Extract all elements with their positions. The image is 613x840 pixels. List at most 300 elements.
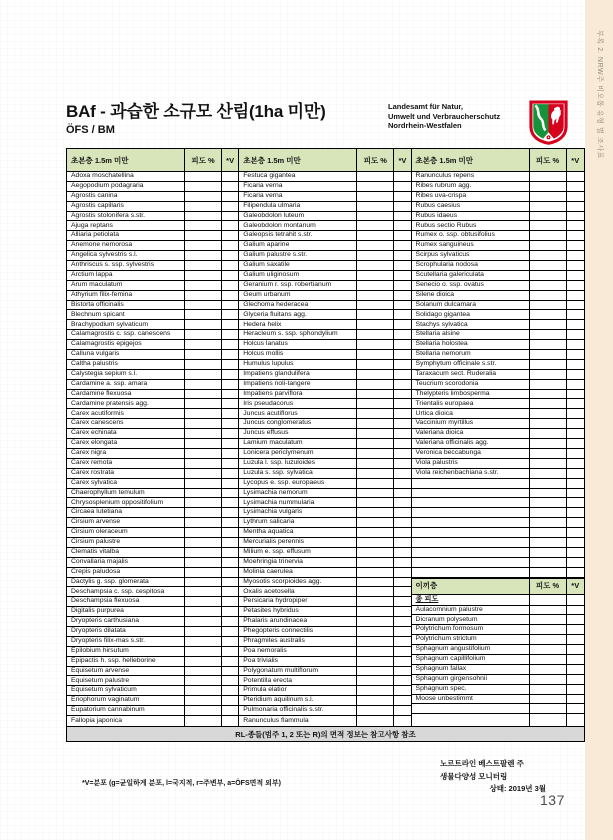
v-value-cell[interactable]: [394, 568, 410, 577]
cover-value-cell[interactable]: [530, 538, 567, 547]
v-value-cell[interactable]: [222, 261, 238, 270]
v-value-cell[interactable]: [222, 202, 238, 211]
species-name-blank[interactable]: [412, 568, 530, 577]
cover-value-cell[interactable]: [185, 172, 222, 181]
cover-value-cell[interactable]: [357, 439, 394, 448]
species-name-blank[interactable]: [412, 498, 530, 507]
cover-value-cell[interactable]: [185, 568, 222, 577]
cover-value-cell[interactable]: [530, 645, 567, 654]
v-value-cell[interactable]: [567, 271, 584, 280]
v-value-cell[interactable]: [394, 528, 410, 537]
cover-value-cell[interactable]: [185, 706, 222, 715]
v-value-cell[interactable]: [222, 449, 238, 458]
cover-value-cell[interactable]: [185, 291, 222, 300]
cover-value-cell[interactable]: [530, 695, 567, 704]
cover-value-cell[interactable]: [530, 625, 567, 634]
cover-value-cell[interactable]: [185, 597, 222, 606]
v-value-cell[interactable]: [222, 459, 238, 468]
cover-value-cell[interactable]: [530, 479, 567, 488]
cover-value-cell[interactable]: [357, 597, 394, 606]
v-value-cell[interactable]: [394, 627, 410, 636]
cover-value-cell[interactable]: [185, 667, 222, 676]
v-value-cell[interactable]: [567, 261, 584, 270]
cover-value-cell[interactable]: [530, 202, 567, 211]
v-value-cell[interactable]: [394, 578, 410, 587]
v-value-cell[interactable]: [222, 172, 238, 181]
cover-value-cell[interactable]: [357, 498, 394, 507]
cover-value-cell[interactable]: [530, 655, 567, 664]
cover-value-cell[interactable]: [357, 330, 394, 339]
cover-value-cell[interactable]: [185, 409, 222, 418]
v-value-cell[interactable]: [394, 360, 410, 369]
cover-value-cell[interactable]: [530, 182, 567, 191]
v-value-cell[interactable]: [222, 182, 238, 191]
v-value-cell[interactable]: [567, 704, 584, 713]
v-value-cell[interactable]: [567, 568, 584, 577]
cover-value-cell[interactable]: [530, 390, 567, 399]
v-value-cell[interactable]: [394, 291, 410, 300]
v-value-cell[interactable]: [394, 251, 410, 260]
v-value-cell[interactable]: [567, 489, 584, 498]
v-value-cell[interactable]: [567, 241, 584, 250]
v-value-cell[interactable]: [222, 281, 238, 290]
cover-value-cell[interactable]: [530, 508, 567, 517]
v-value-cell[interactable]: [222, 399, 238, 408]
cover-value-cell[interactable]: [185, 419, 222, 428]
v-value-cell[interactable]: [567, 625, 584, 634]
cover-value-cell[interactable]: [357, 241, 394, 250]
cover-value-cell[interactable]: [357, 706, 394, 715]
cover-value-cell[interactable]: [357, 399, 394, 408]
v-value-cell[interactable]: [567, 291, 584, 300]
v-value-cell[interactable]: [222, 528, 238, 537]
cover-value-cell[interactable]: [185, 202, 222, 211]
cover-value-cell[interactable]: [357, 192, 394, 201]
v-value-cell[interactable]: [222, 587, 238, 596]
v-value-cell[interactable]: [567, 340, 584, 349]
v-value-cell[interactable]: [222, 578, 238, 587]
v-value-cell[interactable]: [394, 241, 410, 250]
cover-value-cell[interactable]: [185, 459, 222, 468]
cover-value-cell[interactable]: [530, 675, 567, 684]
v-value-cell[interactable]: [394, 479, 410, 488]
species-name-blank[interactable]: [412, 538, 530, 547]
v-value-cell[interactable]: [567, 360, 584, 369]
cover-value-cell[interactable]: [357, 221, 394, 230]
v-value-cell[interactable]: [222, 686, 238, 695]
cover-value-cell[interactable]: [357, 261, 394, 270]
v-value-cell[interactable]: [394, 310, 410, 319]
v-value-cell[interactable]: [567, 419, 584, 428]
species-name-blank[interactable]: [412, 714, 530, 726]
v-value-cell[interactable]: [222, 597, 238, 606]
cover-value-cell[interactable]: [185, 340, 222, 349]
v-value-cell[interactable]: [394, 409, 410, 418]
cover-value-cell[interactable]: [185, 518, 222, 527]
v-value-cell[interactable]: [567, 615, 584, 624]
cover-value-cell[interactable]: [530, 251, 567, 260]
v-value-cell[interactable]: [222, 538, 238, 547]
cover-value-cell[interactable]: [185, 469, 222, 478]
cover-value-cell[interactable]: [185, 370, 222, 379]
cover-value-cell[interactable]: [357, 350, 394, 359]
cover-value-cell[interactable]: [530, 370, 567, 379]
cover-value-cell[interactable]: [357, 627, 394, 636]
v-value-cell[interactable]: [394, 340, 410, 349]
v-value-cell[interactable]: [394, 706, 410, 715]
v-value-cell[interactable]: [394, 419, 410, 428]
cover-value-cell[interactable]: [530, 409, 567, 418]
cover-value-cell[interactable]: [185, 281, 222, 290]
cover-value-cell[interactable]: [185, 686, 222, 695]
v-value-cell[interactable]: [222, 291, 238, 300]
cover-value-cell[interactable]: [357, 380, 394, 389]
cover-value-cell[interactable]: [530, 606, 567, 615]
cover-value-cell[interactable]: [357, 281, 394, 290]
cover-value-cell[interactable]: [357, 291, 394, 300]
v-value-cell[interactable]: [567, 479, 584, 488]
v-value-cell[interactable]: [222, 340, 238, 349]
cover-value-cell[interactable]: [185, 251, 222, 260]
cover-value-cell[interactable]: [357, 607, 394, 616]
v-value-cell[interactable]: [567, 538, 584, 547]
v-value-cell[interactable]: [222, 568, 238, 577]
v-value-cell[interactable]: [394, 439, 410, 448]
species-name-blank[interactable]: [412, 508, 530, 517]
v-value-cell[interactable]: [394, 281, 410, 290]
v-value-cell[interactable]: [567, 459, 584, 468]
v-value-cell[interactable]: [222, 716, 238, 726]
v-value-cell[interactable]: [567, 409, 584, 418]
v-value-cell[interactable]: [567, 330, 584, 339]
v-value-cell[interactable]: [567, 192, 584, 201]
v-value-cell[interactable]: [222, 301, 238, 310]
v-value-cell[interactable]: [394, 380, 410, 389]
cover-value-cell[interactable]: [185, 261, 222, 270]
cover-value-cell[interactable]: [530, 172, 567, 181]
cover-value-cell[interactable]: [357, 528, 394, 537]
v-value-cell[interactable]: [222, 320, 238, 329]
v-value-cell[interactable]: [222, 330, 238, 339]
v-value-cell[interactable]: [567, 595, 584, 605]
cover-value-cell[interactable]: [357, 271, 394, 280]
cover-value-cell[interactable]: [357, 617, 394, 626]
v-value-cell[interactable]: [222, 469, 238, 478]
cover-value-cell[interactable]: [185, 558, 222, 567]
v-value-cell[interactable]: [394, 676, 410, 685]
v-value-cell[interactable]: [394, 538, 410, 547]
v-value-cell[interactable]: [394, 518, 410, 527]
v-value-cell[interactable]: [394, 261, 410, 270]
v-value-cell[interactable]: [394, 271, 410, 280]
v-value-cell[interactable]: [222, 667, 238, 676]
v-value-cell[interactable]: [567, 380, 584, 389]
v-value-cell[interactable]: [222, 192, 238, 201]
cover-value-cell[interactable]: [185, 241, 222, 250]
cover-value-cell[interactable]: [357, 548, 394, 557]
v-value-cell[interactable]: [567, 635, 584, 644]
v-value-cell[interactable]: [567, 498, 584, 507]
cover-value-cell[interactable]: [357, 489, 394, 498]
v-value-cell[interactable]: [394, 399, 410, 408]
v-value-cell[interactable]: [567, 714, 584, 726]
cover-value-cell[interactable]: [185, 330, 222, 339]
v-value-cell[interactable]: [394, 370, 410, 379]
v-value-cell[interactable]: [567, 182, 584, 191]
v-value-cell[interactable]: [222, 241, 238, 250]
cover-value-cell[interactable]: [185, 479, 222, 488]
v-value-cell[interactable]: [222, 657, 238, 666]
v-value-cell[interactable]: [567, 350, 584, 359]
v-value-cell[interactable]: [567, 301, 584, 310]
v-value-cell[interactable]: [222, 706, 238, 715]
cover-value-cell[interactable]: [357, 429, 394, 438]
cover-value-cell[interactable]: [185, 676, 222, 685]
v-value-cell[interactable]: [222, 380, 238, 389]
v-value-cell[interactable]: [222, 479, 238, 488]
v-value-cell[interactable]: [567, 399, 584, 408]
cover-value-cell[interactable]: [185, 508, 222, 517]
v-value-cell[interactable]: [567, 439, 584, 448]
cover-value-cell[interactable]: [357, 301, 394, 310]
cover-value-cell[interactable]: [530, 635, 567, 644]
cover-value-cell[interactable]: [185, 696, 222, 705]
cover-value-cell[interactable]: [530, 380, 567, 389]
v-value-cell[interactable]: [394, 657, 410, 666]
v-value-cell[interactable]: [394, 558, 410, 567]
species-name-blank[interactable]: [412, 518, 530, 527]
v-value-cell[interactable]: [222, 607, 238, 616]
cover-value-cell[interactable]: [357, 667, 394, 676]
v-value-cell[interactable]: [567, 665, 584, 674]
cover-value-cell[interactable]: [357, 676, 394, 685]
cover-value-cell[interactable]: [357, 469, 394, 478]
cover-value-cell[interactable]: [185, 548, 222, 557]
cover-value-cell[interactable]: [530, 261, 567, 270]
v-value-cell[interactable]: [567, 320, 584, 329]
v-value-cell[interactable]: [567, 685, 584, 694]
cover-value-cell[interactable]: [357, 182, 394, 191]
cover-value-cell[interactable]: [185, 578, 222, 587]
v-value-cell[interactable]: [394, 449, 410, 458]
v-value-cell[interactable]: [394, 330, 410, 339]
cover-value-cell[interactable]: [357, 538, 394, 547]
v-value-cell[interactable]: [222, 558, 238, 567]
v-value-cell[interactable]: [567, 370, 584, 379]
cover-value-cell[interactable]: [357, 558, 394, 567]
cover-value-cell[interactable]: [357, 587, 394, 596]
v-value-cell[interactable]: [394, 617, 410, 626]
cover-value-cell[interactable]: [530, 192, 567, 201]
v-value-cell[interactable]: [567, 390, 584, 399]
cover-value-cell[interactable]: [530, 301, 567, 310]
cover-value-cell[interactable]: [357, 696, 394, 705]
v-value-cell[interactable]: [222, 627, 238, 636]
v-value-cell[interactable]: [394, 350, 410, 359]
v-value-cell[interactable]: [222, 489, 238, 498]
v-value-cell[interactable]: [222, 518, 238, 527]
cover-value-cell[interactable]: [185, 607, 222, 616]
v-value-cell[interactable]: [567, 221, 584, 230]
v-value-cell[interactable]: [567, 469, 584, 478]
cover-value-cell[interactable]: [357, 578, 394, 587]
cover-value-cell[interactable]: [185, 637, 222, 646]
cover-value-cell[interactable]: [530, 340, 567, 349]
v-value-cell[interactable]: [222, 647, 238, 656]
cover-value-cell[interactable]: [357, 657, 394, 666]
v-value-cell[interactable]: [394, 182, 410, 191]
cover-value-cell[interactable]: [530, 459, 567, 468]
cover-value-cell[interactable]: [185, 587, 222, 596]
v-value-cell[interactable]: [394, 686, 410, 695]
v-value-cell[interactable]: [567, 251, 584, 260]
cover-value-cell[interactable]: [530, 548, 567, 557]
species-name-blank[interactable]: [412, 479, 530, 488]
v-value-cell[interactable]: [394, 498, 410, 507]
cover-value-cell[interactable]: [357, 310, 394, 319]
cover-value-cell[interactable]: [530, 518, 567, 527]
cover-value-cell[interactable]: [530, 498, 567, 507]
cover-value-cell[interactable]: [185, 439, 222, 448]
cover-value-cell[interactable]: [530, 360, 567, 369]
cover-value-cell[interactable]: [185, 399, 222, 408]
v-value-cell[interactable]: [222, 676, 238, 685]
v-value-cell[interactable]: [222, 637, 238, 646]
cover-value-cell[interactable]: [530, 489, 567, 498]
cover-value-cell[interactable]: [530, 615, 567, 624]
cover-value-cell[interactable]: [357, 459, 394, 468]
cover-value-cell[interactable]: [357, 320, 394, 329]
species-name-blank[interactable]: [412, 548, 530, 557]
cover-value-cell[interactable]: [185, 380, 222, 389]
v-value-cell[interactable]: [567, 518, 584, 527]
cover-value-cell[interactable]: [357, 518, 394, 527]
v-value-cell[interactable]: [222, 390, 238, 399]
v-value-cell[interactable]: [394, 459, 410, 468]
cover-value-cell[interactable]: [185, 310, 222, 319]
v-value-cell[interactable]: [222, 251, 238, 260]
v-value-cell[interactable]: [394, 587, 410, 596]
cover-value-cell[interactable]: [530, 665, 567, 674]
v-value-cell[interactable]: [222, 508, 238, 517]
v-value-cell[interactable]: [222, 310, 238, 319]
v-value-cell[interactable]: [567, 645, 584, 654]
v-value-cell[interactable]: [394, 548, 410, 557]
cover-value-cell[interactable]: [530, 221, 567, 230]
v-value-cell[interactable]: [394, 489, 410, 498]
cover-value-cell[interactable]: [530, 469, 567, 478]
v-value-cell[interactable]: [567, 212, 584, 221]
cover-value-cell[interactable]: [357, 231, 394, 240]
v-value-cell[interactable]: [567, 675, 584, 684]
cover-value-cell[interactable]: [530, 320, 567, 329]
v-value-cell[interactable]: [394, 647, 410, 656]
v-value-cell[interactable]: [567, 202, 584, 211]
cover-value-cell[interactable]: [357, 568, 394, 577]
v-value-cell[interactable]: [394, 320, 410, 329]
v-value-cell[interactable]: [222, 212, 238, 221]
v-value-cell[interactable]: [394, 192, 410, 201]
cover-value-cell[interactable]: [530, 350, 567, 359]
v-value-cell[interactable]: [394, 429, 410, 438]
cover-value-cell[interactable]: [185, 647, 222, 656]
cover-value-cell[interactable]: [530, 429, 567, 438]
cover-value-cell[interactable]: [185, 360, 222, 369]
cover-value-cell[interactable]: [357, 716, 394, 726]
v-value-cell[interactable]: [394, 508, 410, 517]
cover-value-cell[interactable]: [185, 301, 222, 310]
cover-value-cell[interactable]: [185, 449, 222, 458]
v-value-cell[interactable]: [222, 696, 238, 705]
v-value-cell[interactable]: [394, 212, 410, 221]
cover-value-cell[interactable]: [357, 360, 394, 369]
v-value-cell[interactable]: [222, 617, 238, 626]
cover-value-cell[interactable]: [185, 221, 222, 230]
v-value-cell[interactable]: [222, 271, 238, 280]
v-value-cell[interactable]: [567, 281, 584, 290]
cover-value-cell[interactable]: [530, 419, 567, 428]
v-value-cell[interactable]: [567, 429, 584, 438]
v-value-cell[interactable]: [394, 221, 410, 230]
v-value-cell[interactable]: [394, 696, 410, 705]
cover-value-cell[interactable]: [357, 409, 394, 418]
cover-value-cell[interactable]: [185, 716, 222, 726]
v-value-cell[interactable]: [394, 202, 410, 211]
cover-value-cell[interactable]: [530, 271, 567, 280]
v-value-cell[interactable]: [394, 597, 410, 606]
v-value-cell[interactable]: [222, 429, 238, 438]
cover-value-cell[interactable]: [530, 231, 567, 240]
cover-value-cell[interactable]: [357, 340, 394, 349]
cover-value-cell[interactable]: [530, 449, 567, 458]
v-value-cell[interactable]: [567, 528, 584, 537]
cover-value-cell[interactable]: [357, 449, 394, 458]
v-value-cell[interactable]: [394, 607, 410, 616]
v-value-cell[interactable]: [394, 667, 410, 676]
cover-value-cell[interactable]: [530, 595, 567, 605]
cover-value-cell[interactable]: [357, 637, 394, 646]
cover-value-cell[interactable]: [530, 330, 567, 339]
cover-value-cell[interactable]: [357, 212, 394, 221]
cover-value-cell[interactable]: [530, 528, 567, 537]
v-value-cell[interactable]: [394, 231, 410, 240]
cover-value-cell[interactable]: [357, 508, 394, 517]
cover-value-cell[interactable]: [185, 429, 222, 438]
v-value-cell[interactable]: [394, 637, 410, 646]
cover-value-cell[interactable]: [530, 439, 567, 448]
cover-value-cell[interactable]: [530, 685, 567, 694]
cover-value-cell[interactable]: [185, 350, 222, 359]
v-value-cell[interactable]: [567, 172, 584, 181]
cover-value-cell[interactable]: [185, 320, 222, 329]
v-value-cell[interactable]: [222, 548, 238, 557]
v-value-cell[interactable]: [222, 419, 238, 428]
cover-value-cell[interactable]: [530, 291, 567, 300]
cover-value-cell[interactable]: [530, 399, 567, 408]
cover-value-cell[interactable]: [530, 281, 567, 290]
v-value-cell[interactable]: [222, 439, 238, 448]
v-value-cell[interactable]: [222, 350, 238, 359]
species-name-blank[interactable]: [412, 558, 530, 567]
v-value-cell[interactable]: [567, 606, 584, 615]
cover-value-cell[interactable]: [357, 370, 394, 379]
cover-value-cell[interactable]: [357, 202, 394, 211]
v-value-cell[interactable]: [222, 231, 238, 240]
cover-value-cell[interactable]: [357, 647, 394, 656]
cover-value-cell[interactable]: [185, 231, 222, 240]
v-value-cell[interactable]: [567, 231, 584, 240]
cover-value-cell[interactable]: [185, 528, 222, 537]
